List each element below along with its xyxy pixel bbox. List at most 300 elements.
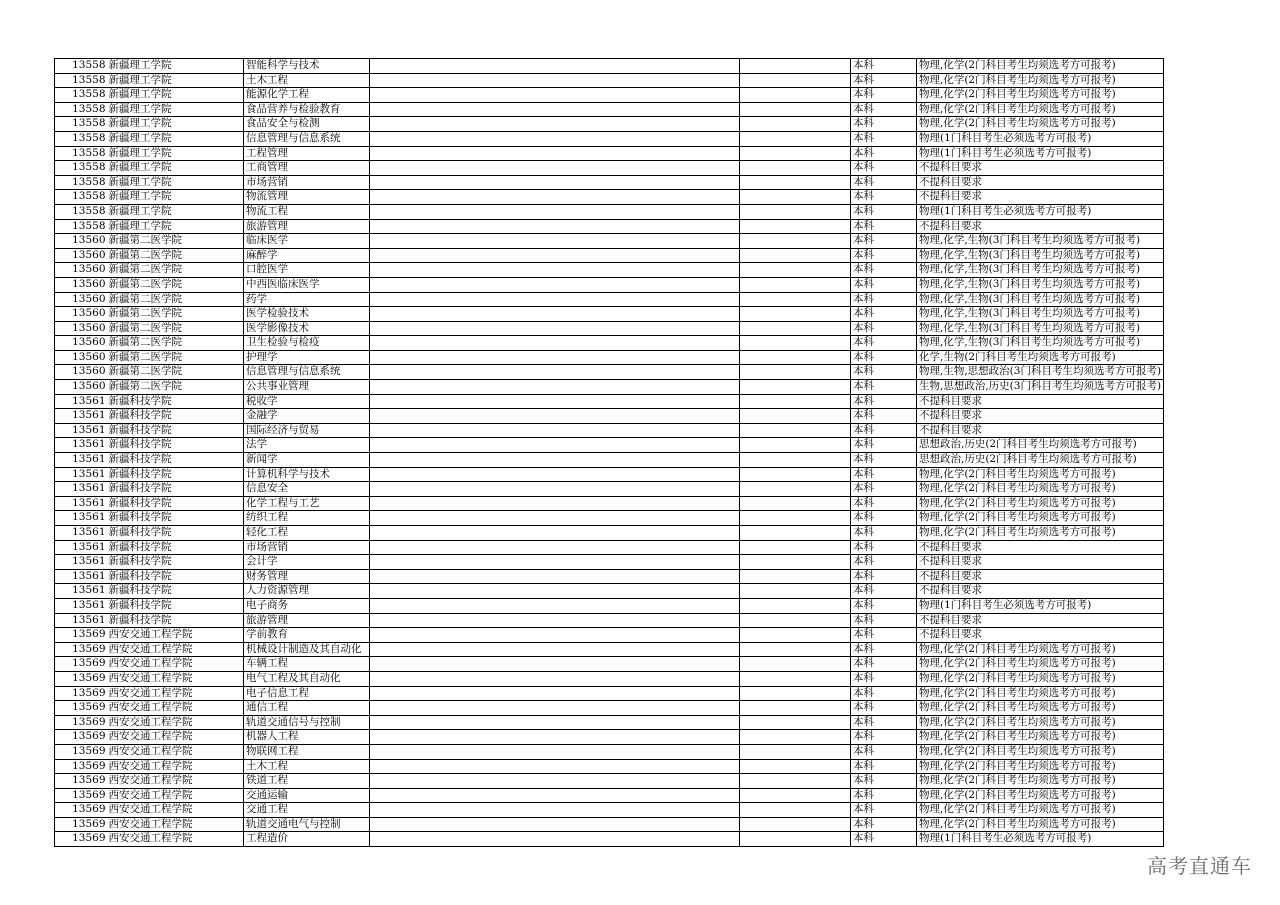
cell-subject-requirement: 不提科目要求	[917, 175, 1164, 190]
cell-school-name: 新疆第二医学院	[108, 336, 244, 351]
cell-school-name: 新疆理工学院	[108, 161, 244, 176]
cell-subject-requirement: 不提科目要求	[917, 540, 1164, 555]
cell-subject-requirement: 物理,化学(2门科目考生均须选考方可报考)	[917, 671, 1164, 686]
cell-school-code: 13569	[55, 803, 108, 818]
cell-empty	[740, 248, 851, 263]
cell-empty	[370, 365, 740, 380]
cell-school-code: 13561	[55, 438, 108, 453]
cell-subject-requirement: 不提科目要求	[917, 409, 1164, 424]
cell-empty	[370, 248, 740, 263]
table-body	[55, 59, 1164, 847]
cell-school-name: 新疆科技学院	[108, 569, 244, 584]
cell-school-code: 13561	[55, 584, 108, 599]
cell-empty	[740, 526, 851, 541]
table-row	[55, 657, 1164, 672]
cell-empty	[740, 190, 851, 205]
cell-major-name: 食品安全与检测	[244, 117, 370, 132]
cell-level: 本科	[851, 744, 917, 759]
cell-school-code: 13569	[55, 701, 108, 716]
cell-level: 本科	[851, 277, 917, 292]
cell-school-code: 13569	[55, 759, 108, 774]
cell-empty	[740, 744, 851, 759]
cell-subject-requirement: 不提科目要求	[917, 219, 1164, 234]
cell-school-name: 西安交通工程学院	[108, 628, 244, 643]
table-row	[55, 671, 1164, 686]
cell-empty	[740, 277, 851, 292]
cell-school-name: 西安交通工程学院	[108, 803, 244, 818]
cell-school-name: 新疆第二医学院	[108, 365, 244, 380]
cell-level: 本科	[851, 248, 917, 263]
cell-empty	[740, 774, 851, 789]
table-row	[55, 88, 1164, 103]
cell-school-code: 13569	[55, 817, 108, 832]
table-row	[55, 642, 1164, 657]
cell-empty	[740, 292, 851, 307]
cell-major-name: 市场营销	[244, 175, 370, 190]
table-row	[55, 423, 1164, 438]
cell-school-name: 新疆科技学院	[108, 394, 244, 409]
cell-school-name: 新疆科技学院	[108, 453, 244, 468]
table-row	[55, 234, 1164, 249]
cell-major-name: 化学工程与工艺	[244, 496, 370, 511]
table-row	[55, 555, 1164, 570]
cell-empty	[370, 423, 740, 438]
cell-empty	[740, 394, 851, 409]
cell-school-name: 西安交通工程学院	[108, 686, 244, 701]
cell-school-name: 新疆第二医学院	[108, 248, 244, 263]
cell-subject-requirement: 物理,生物,思想政治(3门科目考生均须选考方可报考)	[917, 365, 1164, 380]
cell-empty	[370, 204, 740, 219]
cell-school-code: 13561	[55, 453, 108, 468]
cell-school-code: 13560	[55, 336, 108, 351]
cell-level: 本科	[851, 161, 917, 176]
cell-school-code: 13560	[55, 277, 108, 292]
cell-empty	[370, 146, 740, 161]
table-row	[55, 59, 1164, 74]
cell-empty	[370, 774, 740, 789]
cell-level: 本科	[851, 584, 917, 599]
cell-major-name: 国际经济与贸易	[244, 423, 370, 438]
cell-school-code: 13569	[55, 744, 108, 759]
table-row	[55, 759, 1164, 774]
cell-empty	[370, 744, 740, 759]
cell-empty	[370, 453, 740, 468]
table-row	[55, 292, 1164, 307]
cell-empty	[740, 759, 851, 774]
cell-level: 本科	[851, 526, 917, 541]
cell-level: 本科	[851, 380, 917, 395]
cell-major-name: 医学影像技术	[244, 321, 370, 336]
cell-major-name: 智能科学与技术	[244, 59, 370, 74]
cell-level: 本科	[851, 321, 917, 336]
table-row	[55, 569, 1164, 584]
cell-empty	[370, 336, 740, 351]
cell-subject-requirement: 物理,化学(2门科目考生均须选考方可报考)	[917, 759, 1164, 774]
table-row	[55, 584, 1164, 599]
cell-level: 本科	[851, 482, 917, 497]
cell-major-name: 新闻学	[244, 453, 370, 468]
cell-subject-requirement: 不提科目要求	[917, 628, 1164, 643]
cell-major-name: 市场营销	[244, 540, 370, 555]
cell-empty	[740, 555, 851, 570]
cell-school-name: 西安交通工程学院	[108, 642, 244, 657]
cell-major-name: 铁道工程	[244, 774, 370, 789]
cell-empty	[740, 73, 851, 88]
cell-empty	[740, 511, 851, 526]
cell-subject-requirement: 不提科目要求	[917, 584, 1164, 599]
cell-empty	[740, 423, 851, 438]
cell-level: 本科	[851, 102, 917, 117]
cell-empty	[740, 613, 851, 628]
cell-school-code: 13569	[55, 774, 108, 789]
cell-school-name: 新疆科技学院	[108, 511, 244, 526]
table-row	[55, 131, 1164, 146]
table-row	[55, 628, 1164, 643]
cell-level: 本科	[851, 234, 917, 249]
cell-level: 本科	[851, 190, 917, 205]
cell-empty	[370, 701, 740, 716]
cell-school-name: 新疆理工学院	[108, 190, 244, 205]
cell-subject-requirement: 物理(1门科目考生必须选考方可报考)	[917, 204, 1164, 219]
cell-level: 本科	[851, 511, 917, 526]
cell-empty	[370, 307, 740, 322]
cell-empty	[370, 496, 740, 511]
cell-level: 本科	[851, 730, 917, 745]
cell-school-name: 新疆科技学院	[108, 467, 244, 482]
watermark-text: 高考直通车	[1147, 854, 1252, 878]
cell-school-name: 新疆科技学院	[108, 540, 244, 555]
cell-school-name: 新疆科技学院	[108, 423, 244, 438]
cell-subject-requirement: 物理,化学(2门科目考生均须选考方可报考)	[917, 744, 1164, 759]
cell-level: 本科	[851, 832, 917, 847]
cell-level: 本科	[851, 292, 917, 307]
cell-major-name: 电子商务	[244, 598, 370, 613]
cell-empty	[740, 540, 851, 555]
cell-subject-requirement: 不提科目要求	[917, 161, 1164, 176]
table-row	[55, 467, 1164, 482]
cell-empty	[370, 59, 740, 74]
cell-empty	[370, 467, 740, 482]
cell-subject-requirement: 物理,化学(2门科目考生均须选考方可报考)	[917, 788, 1164, 803]
table-row	[55, 511, 1164, 526]
cell-school-code: 13558	[55, 73, 108, 88]
cell-subject-requirement: 物理,化学(2门科目考生均须选考方可报考)	[917, 774, 1164, 789]
cell-empty	[370, 321, 740, 336]
cell-empty	[370, 803, 740, 818]
table-row	[55, 438, 1164, 453]
table-row	[55, 701, 1164, 716]
cell-subject-requirement: 物理,化学(2门科目考生均须选考方可报考)	[917, 59, 1164, 74]
table-row	[55, 803, 1164, 818]
table-row	[55, 175, 1164, 190]
cell-empty	[370, 131, 740, 146]
cell-school-name: 新疆第二医学院	[108, 350, 244, 365]
cell-school-name: 新疆科技学院	[108, 496, 244, 511]
cell-subject-requirement: 物理,化学(2门科目考生均须选考方可报考)	[917, 686, 1164, 701]
cell-school-name: 新疆理工学院	[108, 73, 244, 88]
cell-school-code: 13560	[55, 321, 108, 336]
cell-empty	[370, 671, 740, 686]
cell-school-code: 13558	[55, 190, 108, 205]
cell-empty	[370, 526, 740, 541]
cell-school-code: 13569	[55, 671, 108, 686]
cell-school-name: 西安交通工程学院	[108, 774, 244, 789]
table-row	[55, 350, 1164, 365]
cell-major-name: 信息管理与信息系统	[244, 365, 370, 380]
cell-empty	[370, 569, 740, 584]
cell-school-code: 13561	[55, 482, 108, 497]
cell-school-name: 新疆科技学院	[108, 409, 244, 424]
cell-subject-requirement: 物理,化学(2门科目考生均须选考方可报考)	[917, 117, 1164, 132]
cell-major-name: 轻化工程	[244, 526, 370, 541]
cell-major-name: 土木工程	[244, 73, 370, 88]
cell-level: 本科	[851, 555, 917, 570]
cell-school-code: 13569	[55, 628, 108, 643]
cell-school-name: 新疆第二医学院	[108, 277, 244, 292]
cell-empty	[370, 292, 740, 307]
cell-subject-requirement: 物理,化学(2门科目考生均须选考方可报考)	[917, 642, 1164, 657]
cell-empty	[370, 584, 740, 599]
cell-subject-requirement: 物理,化学(2门科目考生均须选考方可报考)	[917, 715, 1164, 730]
cell-major-name: 轨道交通电气与控制	[244, 817, 370, 832]
cell-empty	[740, 453, 851, 468]
cell-school-code: 13560	[55, 365, 108, 380]
cell-subject-requirement: 化学,生物(2门科目考生均须选考方可报考)	[917, 350, 1164, 365]
cell-school-code: 13569	[55, 788, 108, 803]
cell-subject-requirement: 生物,思想政治,历史(3门科目考生均须选考方可报考)	[917, 380, 1164, 395]
cell-subject-requirement: 不提科目要求	[917, 555, 1164, 570]
cell-level: 本科	[851, 73, 917, 88]
cell-empty	[740, 175, 851, 190]
cell-subject-requirement: 物理,化学(2门科目考生均须选考方可报考)	[917, 511, 1164, 526]
cell-school-name: 新疆理工学院	[108, 219, 244, 234]
cell-level: 本科	[851, 540, 917, 555]
cell-empty	[370, 409, 740, 424]
cell-empty	[370, 613, 740, 628]
cell-empty	[740, 788, 851, 803]
cell-subject-requirement: 物理,化学,生物(3门科目考生均须选考方可报考)	[917, 292, 1164, 307]
cell-major-name: 临床医学	[244, 234, 370, 249]
cell-school-name: 新疆科技学院	[108, 482, 244, 497]
cell-level: 本科	[851, 467, 917, 482]
table-row	[55, 788, 1164, 803]
cell-major-name: 财务管理	[244, 569, 370, 584]
cell-empty	[370, 715, 740, 730]
cell-school-code: 13561	[55, 613, 108, 628]
cell-level: 本科	[851, 409, 917, 424]
table-row	[55, 277, 1164, 292]
cell-school-code: 13560	[55, 234, 108, 249]
cell-school-name: 西安交通工程学院	[108, 671, 244, 686]
cell-school-code: 13569	[55, 642, 108, 657]
cell-empty	[740, 438, 851, 453]
table-row	[55, 730, 1164, 745]
cell-major-name: 工商管理	[244, 161, 370, 176]
cell-school-code: 13560	[55, 350, 108, 365]
cell-subject-requirement: 物理(1门科目考生必须选考方可报考)	[917, 598, 1164, 613]
cell-school-code: 13561	[55, 496, 108, 511]
cell-subject-requirement: 物理,化学(2门科目考生均须选考方可报考)	[917, 496, 1164, 511]
cell-empty	[740, 832, 851, 847]
cell-major-name: 人力资源管理	[244, 584, 370, 599]
cell-school-code: 13558	[55, 59, 108, 74]
cell-level: 本科	[851, 569, 917, 584]
cell-major-name: 车辆工程	[244, 657, 370, 672]
cell-empty	[370, 482, 740, 497]
cell-school-code: 13569	[55, 686, 108, 701]
cell-subject-requirement: 物理,化学,生物(3门科目考生均须选考方可报考)	[917, 248, 1164, 263]
cell-major-name: 法学	[244, 438, 370, 453]
cell-empty	[740, 584, 851, 599]
cell-major-name: 能源化学工程	[244, 88, 370, 103]
cell-major-name: 机器人工程	[244, 730, 370, 745]
cell-major-name: 工程管理	[244, 146, 370, 161]
cell-school-code: 13561	[55, 540, 108, 555]
cell-school-name: 新疆理工学院	[108, 88, 244, 103]
table-row	[55, 219, 1164, 234]
cell-empty	[740, 671, 851, 686]
cell-school-code: 13558	[55, 131, 108, 146]
cell-school-name: 新疆理工学院	[108, 102, 244, 117]
cell-level: 本科	[851, 686, 917, 701]
cell-subject-requirement: 不提科目要求	[917, 394, 1164, 409]
table-row	[55, 540, 1164, 555]
cell-level: 本科	[851, 423, 917, 438]
cell-empty	[740, 657, 851, 672]
cell-school-code: 13558	[55, 219, 108, 234]
cell-empty	[370, 263, 740, 278]
cell-level: 本科	[851, 628, 917, 643]
cell-level: 本科	[851, 715, 917, 730]
cell-school-name: 西安交通工程学院	[108, 832, 244, 847]
table-row	[55, 482, 1164, 497]
cell-subject-requirement: 思想政治,历史(2门科目考生均须选考方可报考)	[917, 453, 1164, 468]
cell-school-code: 13569	[55, 832, 108, 847]
table-row	[55, 832, 1164, 847]
cell-empty	[740, 307, 851, 322]
cell-school-name: 新疆第二医学院	[108, 321, 244, 336]
cell-school-name: 西安交通工程学院	[108, 744, 244, 759]
cell-subject-requirement: 物理,化学(2门科目考生均须选考方可报考)	[917, 482, 1164, 497]
cell-school-code: 13561	[55, 409, 108, 424]
cell-empty	[370, 730, 740, 745]
table-row	[55, 146, 1164, 161]
cell-level: 本科	[851, 365, 917, 380]
cell-empty	[740, 496, 851, 511]
cell-subject-requirement: 不提科目要求	[917, 423, 1164, 438]
cell-empty	[740, 701, 851, 716]
cell-empty	[740, 59, 851, 74]
cell-empty	[370, 788, 740, 803]
cell-subject-requirement: 物理,化学(2门科目考生均须选考方可报考)	[917, 701, 1164, 716]
table-row	[55, 336, 1164, 351]
cell-major-name: 旅游管理	[244, 219, 370, 234]
cell-subject-requirement: 物理,化学(2门科目考生均须选考方可报考)	[917, 526, 1164, 541]
cell-empty	[370, 350, 740, 365]
table-row	[55, 102, 1164, 117]
cell-empty	[370, 540, 740, 555]
cell-school-code: 13561	[55, 598, 108, 613]
cell-level: 本科	[851, 88, 917, 103]
cell-empty	[740, 598, 851, 613]
cell-level: 本科	[851, 394, 917, 409]
cell-level: 本科	[851, 803, 917, 818]
cell-major-name: 交通运输	[244, 788, 370, 803]
cell-school-code: 13558	[55, 117, 108, 132]
cell-school-code: 13560	[55, 307, 108, 322]
table-row	[55, 613, 1164, 628]
cell-major-name: 纺织工程	[244, 511, 370, 526]
cell-school-code: 13569	[55, 657, 108, 672]
cell-subject-requirement: 物理,化学,生物(3门科目考生均须选考方可报考)	[917, 263, 1164, 278]
cell-empty	[370, 817, 740, 832]
cell-school-name: 西安交通工程学院	[108, 730, 244, 745]
cell-empty	[740, 88, 851, 103]
cell-school-code: 13558	[55, 204, 108, 219]
cell-school-code: 13560	[55, 380, 108, 395]
table-row	[55, 204, 1164, 219]
cell-empty	[740, 817, 851, 832]
cell-empty	[740, 803, 851, 818]
cell-major-name: 物流管理	[244, 190, 370, 205]
cell-empty	[740, 380, 851, 395]
cell-major-name: 中西医临床医学	[244, 277, 370, 292]
cell-empty	[740, 628, 851, 643]
cell-school-code: 13560	[55, 248, 108, 263]
cell-empty	[370, 161, 740, 176]
cell-empty	[740, 482, 851, 497]
cell-school-code: 13558	[55, 175, 108, 190]
cell-major-name: 旅游管理	[244, 613, 370, 628]
cell-major-name: 物联网工程	[244, 744, 370, 759]
cell-major-name: 学前教育	[244, 628, 370, 643]
cell-school-name: 新疆科技学院	[108, 613, 244, 628]
table-row	[55, 715, 1164, 730]
cell-empty	[370, 628, 740, 643]
cell-major-name: 工程造价	[244, 832, 370, 847]
cell-empty	[370, 73, 740, 88]
cell-subject-requirement: 物理,化学(2门科目考生均须选考方可报考)	[917, 817, 1164, 832]
cell-subject-requirement: 物理,化学(2门科目考生均须选考方可报考)	[917, 730, 1164, 745]
table-row	[55, 248, 1164, 263]
table-row	[55, 380, 1164, 395]
cell-level: 本科	[851, 657, 917, 672]
cell-empty	[370, 438, 740, 453]
table-row	[55, 453, 1164, 468]
table-row	[55, 117, 1164, 132]
cell-major-name: 卫生检验与检疫	[244, 336, 370, 351]
cell-school-code: 13561	[55, 511, 108, 526]
cell-empty	[740, 102, 851, 117]
cell-school-code: 13561	[55, 569, 108, 584]
table-row	[55, 526, 1164, 541]
cell-subject-requirement: 物理,化学,生物(3门科目考生均须选考方可报考)	[917, 277, 1164, 292]
cell-empty	[370, 832, 740, 847]
cell-level: 本科	[851, 759, 917, 774]
cell-school-code: 13561	[55, 423, 108, 438]
cell-subject-requirement: 不提科目要求	[917, 613, 1164, 628]
cell-empty	[370, 102, 740, 117]
cell-subject-requirement: 物理(1门科目考生必须选考方可报考)	[917, 146, 1164, 161]
cell-level: 本科	[851, 146, 917, 161]
cell-school-name: 西安交通工程学院	[108, 715, 244, 730]
cell-level: 本科	[851, 671, 917, 686]
cell-level: 本科	[851, 307, 917, 322]
cell-school-name: 西安交通工程学院	[108, 701, 244, 716]
cell-level: 本科	[851, 438, 917, 453]
cell-major-name: 电气工程及其自动化	[244, 671, 370, 686]
table-row	[55, 321, 1164, 336]
